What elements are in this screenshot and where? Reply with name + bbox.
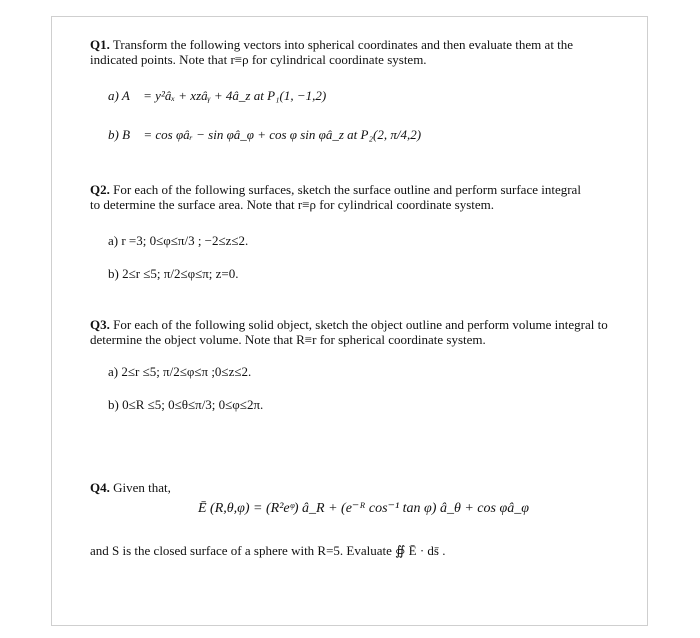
q1-label: Q1. (90, 37, 110, 52)
q3-label: Q3. (90, 317, 110, 332)
q1-paragraph (90, 37, 590, 67)
q4-intro-line (90, 480, 171, 495)
q2-label: Q2. (90, 182, 110, 197)
q2-text: For each of the following surfaces, sketch the surface outline and perform surface integral to determine the surface area. Note that r≡ρ for cylindrical coordinate system. (90, 182, 581, 212)
q2-part-a: a) r =3; 0≤φ≤π/3 ; −2≤z≤2. (108, 233, 249, 248)
q4-equation: Ē (R,θ,φ) = (R²eᵠ) â_R + (e⁻ᴿ cos⁻¹ tan φ) â_θ + cos φâ_φ (198, 501, 529, 516)
q3-part-b: b) 0≤R ≤5; 0≤θ≤π/3; 0≤φ≤2π. (108, 397, 264, 412)
q1-part-b: b) B⃗ = cos φâᵣ − sin φâ_φ + cos φ sin φâ_z at P₂(2, π/4,2) (108, 127, 422, 142)
q3-paragraph (90, 317, 622, 347)
q2-part-b: b) 2≤r ≤5; π/2≤φ≤π; z=0. (108, 266, 239, 281)
q3-text: For each of the following solid object, sketch the object outline and perform volume integral to determine the object volume. Note that R≡r for spherical coordinate system. (90, 317, 608, 347)
q1-text: Transform the following vectors into spherical coordinates and then evaluate them at the indicated points. Note that r≡ρ for cylindrical coordinate system. (90, 37, 574, 67)
q4-closing: and S is the closed surface of a sphere with R=5. Evaluate ∯ Ē · ds̄ . (90, 543, 446, 558)
q4-intro: Given that, (113, 480, 171, 495)
q3-part-a: a) 2≤r ≤5; π/2≤φ≤π ;0≤z≤2. (108, 364, 252, 379)
q4-label: Q4. (90, 480, 110, 495)
q2-paragraph (90, 182, 590, 212)
q1-part-a: a) A⃗ = y²âₓ + xzâᵧ + 4â_z at P₁(1, −1,2) (108, 88, 327, 103)
